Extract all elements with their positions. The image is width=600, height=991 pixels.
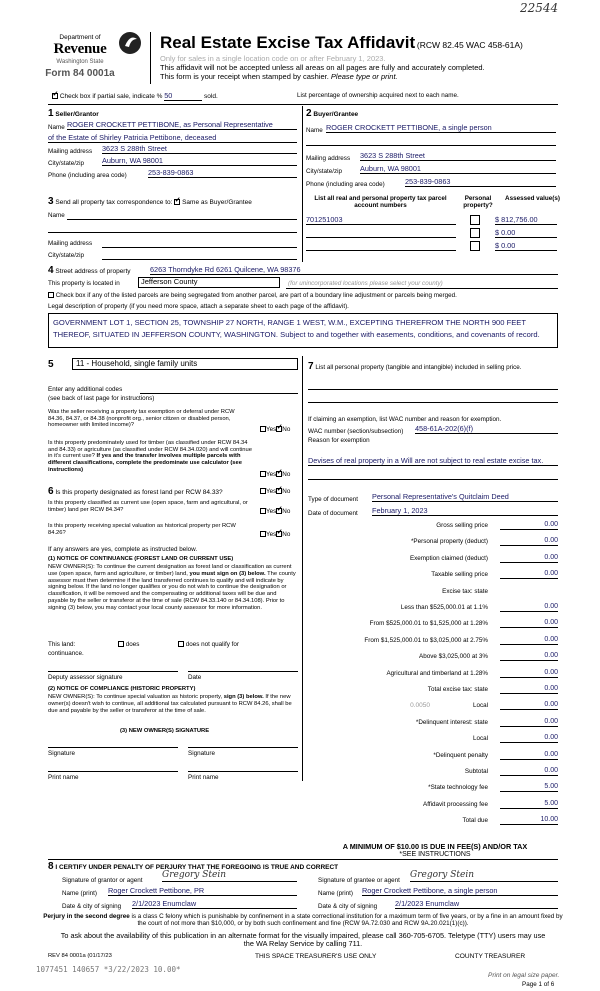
tax-row-label: Excise tax: state — [442, 587, 488, 595]
forest-yes-checkbox[interactable] — [260, 488, 266, 494]
buyer-city-label: City/state/zip — [306, 168, 343, 175]
tax-row-value[interactable]: 0.00 — [500, 636, 558, 645]
buyer-address[interactable]: 3623 S 288th Street — [360, 152, 556, 161]
list-percentage-note: List percentage of ownership acquired next to each name. — [297, 92, 459, 99]
tax-row — [310, 587, 558, 598]
timber-yes-no: Yes✓ No — [260, 471, 290, 478]
exemption-yes-no: Yes✓ No — [260, 426, 290, 433]
continuance-label: continuance. — [48, 650, 84, 657]
personal-property-label: 7 List all personal property (tangible and intangible) included in selling price. — [308, 361, 522, 372]
compliance-text: NEW OWNER(S): To continue special valuation as historic property, sign (3) below. If the new owner(s) doesn't wish to continue, all additional tax calculated pursuant to RCW 84.26, shall be due and payable by the seller or transferor at the time of sale. — [48, 694, 292, 714]
seller-name-label: Name — [48, 124, 65, 131]
personal-col-header: Personal property? — [463, 195, 493, 210]
personal-property-checkbox-2[interactable] — [470, 228, 480, 238]
forest-q1-row: 6 Is this property designated as forest land per RCW 84.33? — [48, 486, 223, 497]
seller-phone-label: Phone (including area code) — [48, 172, 127, 179]
current-use-yes-no: Yes✓ No — [260, 508, 290, 515]
form-number: Form 84 0001a — [45, 67, 115, 79]
additional-codes-note: (see back of last page for instructions) — [48, 395, 155, 402]
wac-number[interactable]: 458-61A-202(6)(f) — [415, 425, 558, 434]
additional-codes-label: Enter any additional codes — [48, 386, 123, 393]
owner-print-label-2: Print name — [188, 774, 219, 781]
buyer-name-label: Name — [306, 127, 323, 134]
land-use-code-select[interactable]: 11 - Household, single family units — [72, 358, 298, 370]
tax-row-value[interactable]: 0.00 — [500, 521, 558, 530]
tax-row-label: Affidavit processing fee — [423, 800, 488, 808]
exemption-label: If claiming an exemption, list WAC number and reason for exemption. — [308, 416, 502, 423]
buyer-phone-label: Phone (including area code) — [306, 181, 385, 188]
county-select[interactable]: Jefferson County — [138, 277, 280, 288]
tax-row-value[interactable]: 0.00 — [500, 652, 558, 661]
minimum-due-note: A MINIMUM OF $10.00 IS DUE IN FEE(S) AND/OR TAX — [342, 842, 528, 851]
deputy-date-label: Date — [188, 674, 202, 681]
tax-row — [310, 636, 558, 647]
tax-row-label: Exemption claimed (deduct) — [409, 554, 488, 562]
tax-row — [310, 570, 558, 581]
tax-row-label: *Delinquent penalty — [433, 751, 488, 759]
unincorporated-note: (for unincorporated locations please select your county) — [288, 280, 443, 287]
assessed-value-2[interactable]: $ 0.00 — [495, 229, 557, 238]
partial-sale-pct[interactable]: 50 — [164, 92, 202, 101]
owner-signature-label-1: Signature — [48, 750, 75, 757]
parcel-number-3[interactable] — [306, 242, 456, 251]
deputy-assessor-label: Deputy assessor signature — [48, 674, 123, 681]
tax-row — [310, 554, 558, 565]
section-5-number: 5 — [48, 359, 54, 370]
tax-row-value[interactable]: 0.00 — [500, 537, 558, 546]
parcel-number-2[interactable] — [306, 229, 456, 238]
dor-logo-icon — [117, 30, 143, 56]
tax-row-value[interactable]: 5.00 — [500, 800, 558, 809]
seller-city-label: City/state/zip — [48, 160, 85, 167]
segregated-row: Check box if any of the listed parcels are being segregated from another parcel, are part of a boundary line adjustment or parcels being merged. — [48, 292, 457, 299]
tax-row-value[interactable]: 0.00 — [500, 669, 558, 678]
continuance-heading: (1) NOTICE OF CONTINUANCE (FOREST LAND OR CURRENT USE) — [48, 556, 234, 562]
tax-row — [310, 669, 558, 680]
doc-type-label: Type of document — [308, 496, 359, 503]
tax-row-value[interactable]: 10.00 — [500, 816, 558, 825]
grantor-date-city[interactable]: 2/1/2023 Enumclaw — [132, 900, 297, 909]
exemption-no-checkbox[interactable] — [276, 426, 282, 432]
partial-sale-row: ✓ Check box if partial sale, indicate % 50 sold. — [52, 92, 218, 101]
tax-row — [310, 718, 558, 729]
corr-addr-label: Mailing address — [48, 240, 93, 247]
tax-row — [310, 619, 558, 630]
assessed-value-1[interactable]: $ 812,756.00 — [495, 216, 557, 225]
seller-city[interactable]: Auburn, WA 98001 — [102, 157, 297, 166]
current-use-yes-checkbox[interactable] — [260, 508, 266, 514]
grantee-sig-label: Signature of grantee or agent — [318, 877, 400, 884]
perjury-notice: Perjury in the second degree is a class C felony which is punishable by confinement in a state correctional institution for a maximum term of five years, or by a fine in an amount fixed by the court of not more than $10,000, or by both such confinement and fine (RCW 9A.72.030 and RCW 9A.20.021(1)(c)). — [43, 913, 563, 928]
historic-yes-checkbox[interactable] — [260, 531, 266, 537]
grantee-print-name[interactable]: Roger Crockett Pettibone, a single person — [362, 887, 558, 896]
personal-property-checkbox-3[interactable] — [470, 241, 480, 251]
property-street-row: 4 Street address of property — [48, 265, 131, 276]
dept-state: Washington State — [56, 58, 104, 65]
current-use-question: Is this property classified as current use (open space, farm and agricultural, or timber) land per RCW 84.34? — [48, 500, 248, 513]
buyer-addr-label: Mailing address — [306, 155, 351, 162]
located-label: This property is located in — [48, 280, 120, 287]
tax-row — [310, 701, 558, 712]
tax-row-value[interactable]: 0.00 — [500, 685, 558, 694]
certify-heading: 8 I CERTIFY UNDER PENALTY OF PERJURY THAT THE FOREGOING IS TRUE AND CORRECT — [48, 861, 339, 872]
buyer-name[interactable]: ROGER CROCKETT PETTIBONE, a single person — [326, 124, 556, 133]
tax-row-label: Less than $525,000.01 at 1.1% — [400, 604, 488, 611]
tax-row-label: *Delinquent interest: state — [415, 718, 488, 726]
alt-format-note: To ask about the availability of this publication in an alternate format for the visually impaired, please call 360-705-6705. Teletype (TTY) users may use the WA Relay Service by calling 711. — [60, 931, 546, 949]
tax-row-label: Local — [472, 735, 488, 743]
buyer-heading: 2 Buyer/Grantee — [306, 108, 359, 119]
grantee-name-label: Name (print) — [318, 890, 353, 897]
header-note-1: Only for sales in a single location code on or after February 1, 2023. — [160, 54, 386, 63]
seller-phone[interactable]: 253-839-0863 — [148, 169, 297, 178]
reason-label: Reason for exemption — [308, 437, 370, 444]
tax-row-value[interactable]: 0.00 — [500, 767, 558, 776]
seller-address[interactable]: 3623 S 288th Street — [102, 145, 297, 154]
historic-no-checkbox[interactable] — [276, 531, 282, 537]
does-not-option: does not qualify for — [178, 641, 239, 648]
legal-label: Legal description of property (if you need more space, attach a separate sheet to each page of the affidavit). — [48, 303, 349, 310]
historic-question: Is this property receiving special valuation as historical property per RCW 84.26? — [48, 523, 236, 536]
tax-row-label: Total excise tax: state — [427, 686, 488, 693]
new-owner-signature-heading: (3) NEW OWNER(S) SIGNATURE — [120, 728, 210, 734]
tax-row-label: *State technology fee — [428, 784, 488, 792]
tax-row — [310, 751, 558, 762]
seller-name-line2[interactable]: of the Estate of Shirley Patricia Pettibone, deceased — [48, 134, 297, 143]
seller-name-line1[interactable]: ROGER CROCKETT PETTIBONE, as Personal Representative — [67, 121, 297, 130]
timber-no-checkbox[interactable] — [276, 471, 282, 477]
seller-heading: 1 Seller/Grantor — [48, 108, 99, 119]
tax-row-value[interactable]: 0.00 — [500, 554, 558, 563]
cashier-stamp: 1077451 140657 *3/22/2023 10.00* — [36, 965, 181, 974]
tax-row — [310, 816, 558, 827]
timber-yes-checkbox[interactable] — [260, 471, 266, 477]
does-qualify-checkbox[interactable] — [118, 641, 124, 647]
tax-row-value[interactable]: 0.00 — [500, 619, 558, 628]
treasurer-use-label: THIS SPACE TREASURER'S USE ONLY — [255, 953, 377, 960]
grantee-date-label: Date & city of signing — [318, 903, 378, 910]
local-rate: 0.0050 — [410, 702, 430, 710]
assessed-value-3[interactable]: $ 0.00 — [495, 242, 557, 251]
tax-row-value[interactable]: 0.00 — [500, 734, 558, 743]
tax-row-label: From $525,000.01 to $1,525,000 at 1.28% — [369, 620, 488, 628]
tax-row-label: Taxable selling price — [431, 571, 488, 579]
assessed-col-header: Assessed value(s) — [505, 195, 560, 202]
owner-signature-label-2: Signature — [188, 750, 215, 757]
tax-row-label: Gross selling price — [436, 522, 488, 529]
grantor-sig-label: Signature of grantor or agent — [62, 877, 143, 884]
does-option: does — [118, 641, 139, 648]
historic-yes-no: Yes✓ No — [260, 531, 290, 538]
legal-paper-note: Print on legal size paper. — [488, 972, 560, 979]
grantor-date-label: Date & city of signing — [62, 903, 122, 910]
segregated-checkbox[interactable] — [48, 292, 54, 298]
page-number: Page 1 of 6 — [522, 981, 555, 988]
see-instructions: *SEE INSTRUCTIONS — [399, 851, 471, 858]
tax-row-label: From $1,525,000.01 to $3,025,000 at 2.75% — [364, 636, 488, 644]
tax-row — [310, 603, 558, 614]
doc-date[interactable]: February 1, 2023 — [372, 507, 558, 516]
wac-label: WAC number (section/subsection) — [308, 428, 404, 435]
personal-property-checkbox-1[interactable] — [470, 215, 480, 225]
tax-row — [310, 734, 558, 745]
correspondence-row: 3 Send all property tax correspondence to: ✓ Same as Buyer/Grantee — [48, 196, 252, 208]
tax-row-label: Above $3,025,000 at 3% — [419, 653, 488, 661]
tax-row-label: Total due — [462, 817, 488, 825]
exemption-yes-checkbox[interactable] — [260, 426, 266, 432]
dept-name: Revenue — [53, 41, 107, 58]
continuance-text: NEW OWNER(S): To continue the current designation as forest land or classification as current use (open space, farm and agriculture, or timber) land, you must sign on (3) below. The county assessor must then determine if the land transferred continues to qualify and will indicate by signing below. If the land no longer qualifies or you do not wish to continue the designation or classification, it will be removed and the compensating or additional taxes will be due and payable by the seller or transferor at the time of sale (RCW 84.33.140 or 84.34.108). Prior to signing (3) below, you may contact your local county assessor for more information. — [48, 564, 296, 611]
grantor-name-label: Name (print) — [62, 890, 97, 897]
tax-row-value[interactable]: 0.00 — [500, 603, 558, 612]
if-yes-note: If any answers are yes, complete as instructed below. — [48, 546, 198, 553]
tax-row — [310, 800, 558, 811]
doc-date-label: Date of document — [308, 510, 358, 517]
tax-row-value[interactable]: 5.00 — [500, 783, 558, 792]
tax-row — [310, 685, 558, 696]
county-treasurer-label: COUNTY TREASURER — [455, 953, 526, 960]
grantee-date-city[interactable]: 2/1/2023 Enumclaw — [395, 900, 558, 909]
partial-sale-checkbox[interactable] — [52, 93, 58, 99]
grantee-signature[interactable]: Gregory Stein — [410, 870, 558, 882]
forest-no-checkbox[interactable] — [276, 488, 282, 494]
doc-type[interactable]: Personal Representative's Quitclaim Deed — [372, 493, 558, 502]
dor-logo — [40, 34, 120, 79]
tax-row-value[interactable]: 0.00 — [500, 570, 558, 579]
property-street[interactable]: 6263 Thorndyke Rd 6261 Quilcene, WA 98376 — [150, 266, 558, 275]
tax-row — [310, 652, 558, 663]
header-note-2: This affidavit will not be accepted unless all areas on all pages are fully and accurately completed. — [160, 63, 485, 72]
this-land-label: This land: — [48, 641, 76, 648]
corr-name-label: Name — [48, 212, 65, 219]
legal-description[interactable]: GOVERNMENT LOT 1, SECTION 25, TOWNSHIP 27 NORTH, RANGE 1 WEST, W.M., EXCEPTING THEREFROM THE NORTH 900 FEET THEREOF, SITUATED IN JEFFERSON COUNTY, WASHINGTON. Subject to and together with easements, conditions, and covenants of record. — [48, 313, 558, 348]
seller-addr-label: Mailing address — [48, 148, 93, 155]
same-as-buyer-checkbox[interactable] — [174, 199, 180, 205]
exemption-reason[interactable]: Devises of real property in a Will are not subject to real estate excise tax. — [308, 456, 544, 465]
tax-row — [310, 537, 558, 548]
tax-row — [310, 521, 558, 532]
tax-row-label: *Personal property (deduct) — [410, 538, 488, 546]
buyer-city[interactable]: Auburn, WA 98001 — [360, 165, 556, 174]
owner-print-label-1: Print name — [48, 774, 79, 781]
does-not-qualify-checkbox[interactable] — [178, 641, 184, 647]
grantor-signature[interactable]: Gregory Stein — [162, 870, 297, 882]
current-use-no-checkbox[interactable] — [276, 508, 282, 514]
tax-row — [310, 783, 558, 794]
exemption-question: Was the seller receiving a property tax exemption or deferral under RCW 84.36, 84.37, or 84.38 (nonprofit org., senior citizen or disabled person, homeowner with limited income)? — [48, 409, 235, 429]
tax-row-label: Agricultural and timberland at 1.28% — [386, 669, 488, 677]
compliance-heading: (2) NOTICE OF COMPLIANCE (HISTORIC PROPERTY) — [48, 686, 196, 692]
corr-city-label: City/state/zip — [48, 252, 85, 259]
parcel-number-1[interactable]: 701251003 — [306, 216, 456, 225]
tax-row-label: Subtotal — [464, 768, 488, 775]
header-note-3: This form is your receipt when stamped by cashier. Please type or print. — [160, 72, 398, 81]
buyer-phone[interactable]: 253-839-0863 — [405, 178, 556, 187]
tax-row-value[interactable]: 0.00 — [500, 701, 558, 710]
tax-row — [310, 767, 558, 778]
handwritten-number: 22544 — [520, 1, 559, 15]
tax-row-value[interactable]: 0.00 — [500, 718, 558, 727]
grantor-print-name[interactable]: Roger Crockett Pettibone, PR — [108, 887, 297, 896]
revision-number: REV 84 0001a (01/17/23 — [48, 953, 112, 959]
parcel-col-header: List all real and personal property tax parcel account numbers — [314, 195, 447, 210]
tax-row-label: Local — [472, 702, 488, 710]
tax-row-value[interactable]: 0.00 — [500, 751, 558, 760]
dept-line1: Department of — [59, 34, 101, 41]
timber-question: Is this property predominately used for timber (as classified under RCW 84.34 and 84.33) or agriculture (as classified under RCW 84.34.020) and will continue in it's current use? If yes and the transfer involves multiple parcels with different classifications, complete the predominate use calculator (see instructions) — [48, 440, 252, 473]
forest-q1-yes-no: Yes✓ No — [260, 488, 290, 495]
form-title: Real Estate Excise Tax Affidavit (RCW 82.45 WAC 458-61A) — [160, 33, 523, 52]
